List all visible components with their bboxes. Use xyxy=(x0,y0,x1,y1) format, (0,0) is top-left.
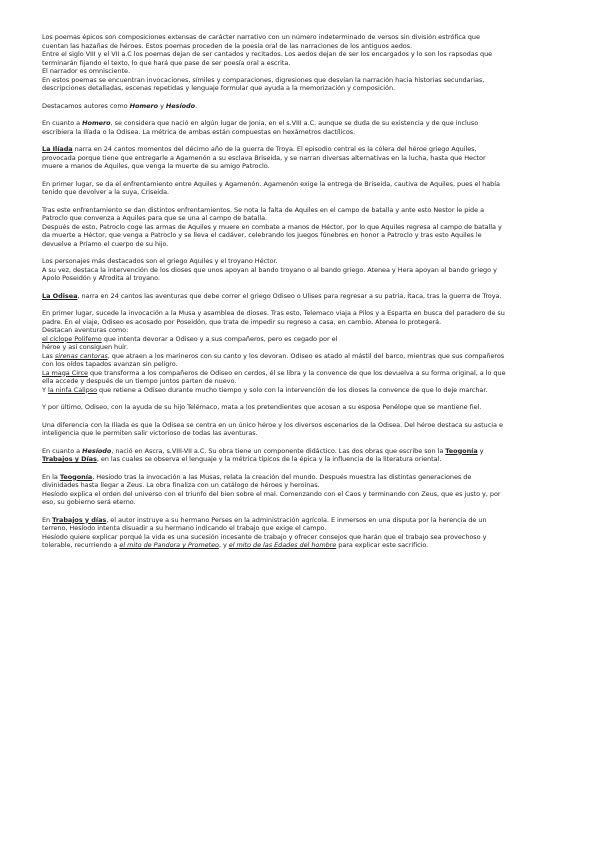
text-line xyxy=(42,162,562,171)
document-body xyxy=(42,33,562,559)
text-run: son composiciones extensas de carácter narrativo con un número indeterminado de versos sin división estrófica que xyxy=(102,33,480,41)
text-line xyxy=(42,533,562,542)
text-line xyxy=(42,455,562,464)
text-run: En estos poemas se encuentran invocaciones, símiles y comparaciones, digresiones que desvían la narración hacia historias secundarias, xyxy=(42,75,485,84)
text-run: héroe y así consiguen huir. xyxy=(42,343,128,351)
text-run: tolerable, recurriendo a xyxy=(42,541,120,549)
paragraph xyxy=(42,180,562,197)
text-run: Y por último, Odiseo, con la ayuda de su hijo Telémaco, mata a los pretendientes que acosan a su esposa Penélope que se mantiene fiel. xyxy=(42,403,482,411)
text-run: Una diferencia con la Ilíada es que la Odisea se centra en un único héroe y los diversos escenarios de la Odisea. Del héroe destaca su astucia e xyxy=(42,420,503,429)
text-line xyxy=(42,309,562,318)
text-line xyxy=(42,352,562,361)
text-run: El narrador es omnisciente. xyxy=(42,67,130,75)
text-run: ella accede y después de un tiempo juntos parten de nuevo. xyxy=(42,377,237,385)
paragraph xyxy=(42,516,562,550)
paragraph xyxy=(42,403,562,412)
emphasis-text: Teogonía xyxy=(445,446,478,455)
text-line xyxy=(42,128,562,137)
text-line xyxy=(42,421,562,430)
emphasis-text: Teogonía xyxy=(59,472,93,481)
text-run: da muerte a Héctor, que venga a Patroclo y se lleva el cadáver, celebrando los juegos fúnebres en honor a Patroclo y tras esto Aquiles le xyxy=(42,231,482,239)
paragraph xyxy=(42,292,562,301)
emphasis-text: Homero xyxy=(82,119,111,127)
paragraph xyxy=(42,119,562,136)
emphasis-text: sirenas cantoras xyxy=(54,351,108,360)
text-line xyxy=(42,214,562,223)
text-line xyxy=(42,377,562,386)
text-run: , Hesiodo tras la invocación a las Musas, relata la creación del mundo. Después muestra las distintas generaciones de xyxy=(92,472,472,481)
paragraph xyxy=(42,102,562,111)
emphasis-text: La Ilíada xyxy=(42,145,73,153)
text-run: que intenta devorar a Odiseo y a sus compañeros, pero es cegado por el xyxy=(101,334,338,343)
emphasis-text: La Odisea xyxy=(42,291,78,300)
text-run: y xyxy=(158,101,166,110)
text-run: A su vez, destaca la intervención de los dioses que unos apoyan al bando troyano o al bando griego. Atenea y Hera apoyan al bando griego y xyxy=(42,265,497,274)
text-run: Los xyxy=(42,33,55,41)
text-line xyxy=(42,403,562,412)
text-line xyxy=(42,326,562,335)
emphasis-text: La maga Circe xyxy=(42,368,88,377)
text-line xyxy=(42,240,562,249)
text-line xyxy=(42,119,562,128)
emphasis-text: la ninfa Calipso xyxy=(47,385,97,394)
emphasis-text: Hesíodo xyxy=(82,446,112,455)
text-run: Patroclo que convenza a Aquiles para que se una al campo de batalla. xyxy=(42,214,268,222)
text-line xyxy=(42,257,562,266)
text-run: padre. En el viaje, Odiseo es acosado por Poseidón, que trata de impedir su regreso a casa, en cambio, Atenea lo protegerá. xyxy=(42,317,442,326)
text-run: para explicar este sacrificio. xyxy=(336,541,429,549)
text-run: Después de esto, Patroclo coge las armas de Aquiles y muere en combate a manos de Héctor, por lo que Aquiles regresa al campo de batalla y xyxy=(42,222,502,231)
emphasis-text: el mito de Pandora y Prometeo xyxy=(119,541,219,549)
text-line xyxy=(42,76,562,85)
text-run: muere a manos de Aquiles, que venga la muerte de su amigo Patroclo. xyxy=(42,162,270,170)
text-run: Apolo Poseidón y Afrodita al troyano. xyxy=(42,274,160,282)
text-run: escribiera la Ilíada o la Odisea. La métrica de ambas están compuestas en hexámetros dactílicos. xyxy=(42,127,356,136)
text-line xyxy=(42,516,562,525)
text-run: Destacan aventuras como: xyxy=(42,326,129,334)
text-line xyxy=(42,473,562,482)
text-run: divinidades hasta llegar a Zeus. La obra finaliza con un catálogo de héroes y heroínas. xyxy=(42,481,320,489)
emphasis-text: el mito de las Edades del hombre xyxy=(228,541,337,549)
text-run: Hesíodo explica el orden del universo con el triunfo del bien sobre el mal. Comenzando con el Caos y terminando con Zeus, que es justo y, por xyxy=(42,489,501,498)
text-run: narra en 24 cantos momentos del décimo año de la guerra de Troya. El episodio central es la cólera del héroe griego Aquiles, xyxy=(72,145,477,153)
text-line xyxy=(42,145,562,154)
text-line xyxy=(42,231,562,240)
text-run: eso, su gobierno será eterno. xyxy=(42,498,136,506)
text-line xyxy=(42,223,562,232)
text-line xyxy=(42,188,562,197)
text-run: cuentan las hazañas de héroes. Estos poemas proceden de la poesía oral de las narraciones de los antiguos aedos. xyxy=(42,41,413,50)
text-run: Destacamos autores como xyxy=(42,101,130,110)
text-run: , narra en 24 cantos las aventuras que debe correr el griego Odiseo o Ulises para regresar a su patria, Ítaca, tras la guerra de Troya. xyxy=(77,291,502,300)
paragraph xyxy=(42,473,562,507)
text-run: En la xyxy=(42,472,60,481)
text-run: provocada porque tiene que entregarle a Agamenón a su esclava Briseida, y se narran diversas alternativas en la lucha, hasta que Hector xyxy=(42,153,486,162)
emphasis-text: Trabajos y Días xyxy=(42,455,97,463)
text-line xyxy=(42,369,562,378)
text-run: tenido que devolver a la suya, Criseida. xyxy=(42,188,170,196)
text-line xyxy=(42,541,562,550)
text-line xyxy=(42,292,562,301)
text-run: terminarán fijando el texto, lo que hará que pase de ser poesía oral a escrita. xyxy=(42,58,291,67)
text-run: descripciones detalladas, escenas repetidas y lenguaje formular que ayuda a la memorización y composición. xyxy=(42,84,396,92)
paragraph xyxy=(42,206,562,249)
text-line xyxy=(42,59,562,68)
text-run: con los oídos tapados avanzan sin peligro. xyxy=(42,360,178,368)
text-line xyxy=(42,335,562,344)
text-run: En cuanto a xyxy=(42,446,83,455)
text-line xyxy=(42,154,562,163)
text-run: , y xyxy=(218,541,229,549)
text-run: , en las cuales se observa el lenguaje y la métrica típicos de la épica y la influencia de la literatura oriental. xyxy=(96,455,442,463)
emphasis-text: Hesíodo xyxy=(165,101,196,110)
text-run: En cuanto a xyxy=(42,119,83,127)
text-line xyxy=(42,360,562,369)
text-run: En primer lugar, sucede la invocación a la Musa y asamblea de dioses. Tras esto, Telemaco viaja a Pilos y a Esparta en busca del paradero de su xyxy=(42,309,505,317)
paragraph xyxy=(42,257,562,283)
text-run: Entre el siglo VIII y el VII a.C los poemas dejan de ser cantados y recitados. Los aedos dejan de ser los encargados y lo son los rapsodas que xyxy=(42,50,493,58)
text-run: que retiene a Odiseo durante mucho tiempo y solo con la intervención de los dioses la convence de que lo deje marchar. xyxy=(97,385,488,394)
emphasis-text: Homero xyxy=(129,101,159,110)
text-line xyxy=(42,318,562,327)
text-run: . xyxy=(195,101,198,110)
text-run: , el autor instruye a su hermano Perses en la administración agrícola. E inmersos en una disputa por la herencia de un xyxy=(106,515,487,524)
text-line xyxy=(42,274,562,283)
text-line xyxy=(42,498,562,507)
text-run: Las xyxy=(42,351,55,360)
paragraph xyxy=(42,145,562,171)
text-line xyxy=(42,481,562,490)
text-line xyxy=(42,266,562,275)
text-line xyxy=(42,490,562,499)
text-run: que transforma a los compañeros de Odiseo en cerdos, él se libra y la convence de que los devuelva a su forma original, a lo que xyxy=(87,368,506,377)
emphasis-text: poemas épicos xyxy=(54,33,103,41)
text-line xyxy=(42,386,562,395)
paragraph xyxy=(42,447,562,464)
text-run: devuelve a Príamo el cuerpo de su hijo. xyxy=(42,239,169,248)
paragraph xyxy=(42,33,562,93)
text-line xyxy=(42,84,562,93)
text-line xyxy=(42,180,562,189)
text-line xyxy=(42,102,562,111)
text-run: Tras este enfrentamiento se dan distintos enfrentamientos. Se nota la falta de Aquiles en el campo de batalla y ante esto Nestor le pide a xyxy=(42,205,485,214)
text-line xyxy=(42,447,562,456)
text-run: inteligencia que le permiten salir victorioso de todas las aventuras. xyxy=(42,429,258,437)
text-run: , se considera que nació en algún lugar de Jonia, en el s.VIII a.C. aunque se duda de su existencia y de que incluso xyxy=(110,119,479,127)
text-line xyxy=(42,33,562,42)
paragraph xyxy=(42,309,562,394)
text-run: Hesíodo quiere explicar porqué la vida es una sucesión incesante de trabajo y ofrecer consejos que harán que el trabajo sea provechoso y xyxy=(42,532,487,541)
text-run: terreno, Hesíodo intenta disuadir a su hermano indicando el trabajo que exige el campo. xyxy=(42,524,327,532)
paragraph xyxy=(42,421,562,438)
text-line xyxy=(42,50,562,59)
text-run: En primer lugar, se da el enfrentamiento entre Aquiles y Agamenón. Agamenón exige la entrega de Briseida, cautiva de Aquiles, pues el había xyxy=(42,179,500,188)
text-run: , que atraen a los marineros con su canto y los devoran. Odiseo es atado al mástil del barco, mientras que sus compañeros xyxy=(107,351,505,360)
text-run: Y xyxy=(42,385,48,394)
text-line xyxy=(42,42,562,51)
text-line xyxy=(42,206,562,215)
text-line xyxy=(42,524,562,533)
text-run: Los personajes más destacados son el griego Aquiles y el troyano Héctor. xyxy=(42,257,278,265)
text-run: y xyxy=(477,446,484,455)
emphasis-text: Trabajos y días xyxy=(52,515,107,524)
text-line xyxy=(42,343,562,352)
text-run: En xyxy=(42,515,53,524)
text-line xyxy=(42,429,562,438)
text-line xyxy=(42,67,562,76)
emphasis-text: el cíclope Polifemo xyxy=(42,334,102,343)
text-run: , nació en Ascra, s.VIII-VII a.C. Su obra tiene un componente didáctico. Las dos obras que escribe son la xyxy=(111,446,446,455)
